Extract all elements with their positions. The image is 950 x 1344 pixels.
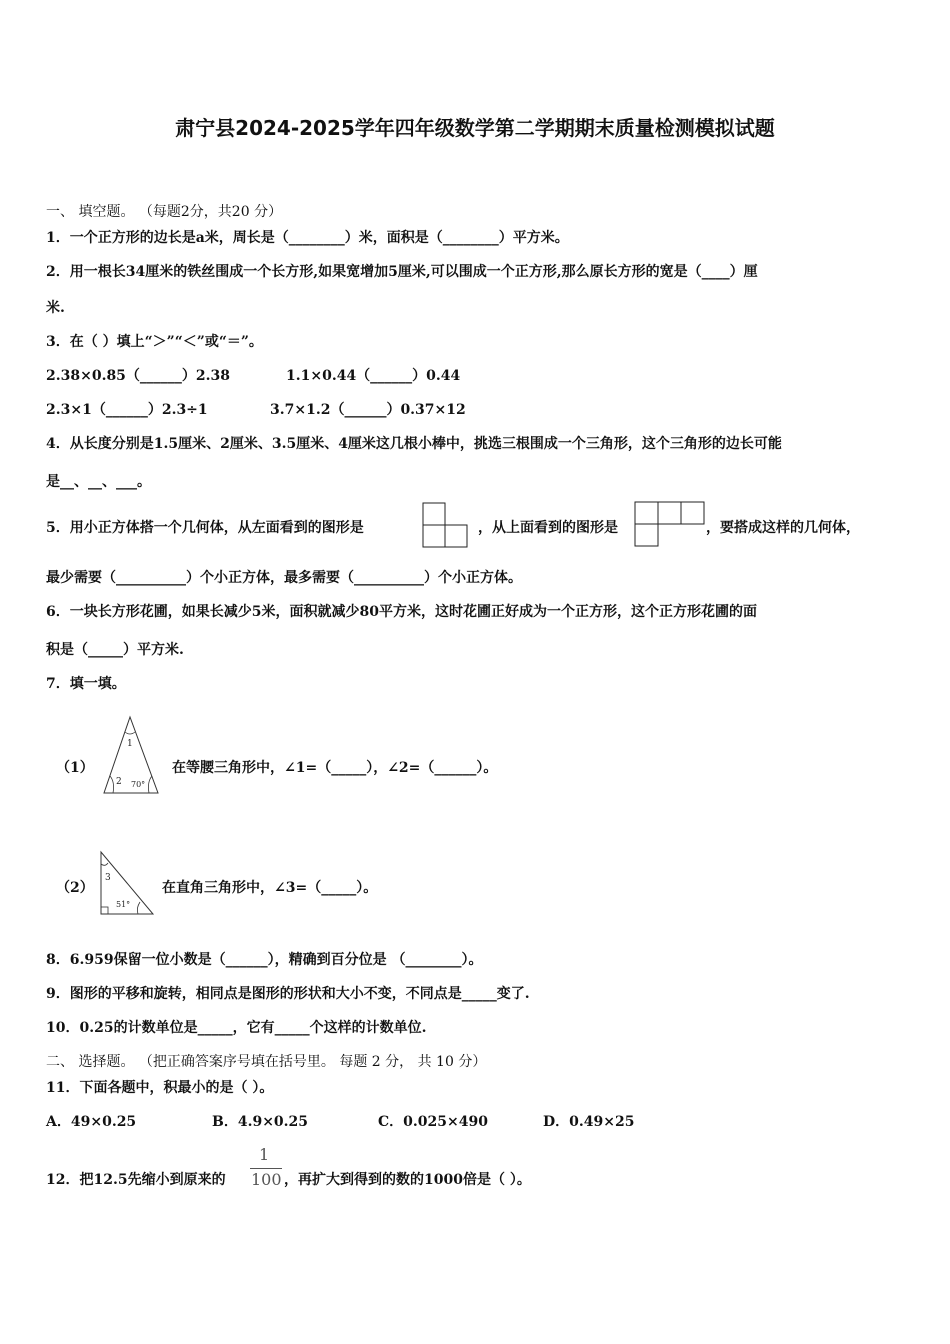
question-3-row-1-b: 1.1×0.44（______）0.44	[286, 368, 461, 384]
top-view-square-2	[658, 502, 681, 524]
left-view-square-top	[423, 503, 445, 525]
angle-2-arc	[110, 776, 114, 793]
question-5-line-2: 最少需要（__________）个小正方体，最多需要（__________）个小正方体。	[46, 570, 522, 586]
question-4-line-1: 4．从长度分别是1.5厘米、2厘米、3.5厘米、4厘米这几根小棒中，挑选三根围成一个三角形，这个三角形的边长可能	[46, 436, 782, 452]
question-5-part-3: ，要搭成这样的几何体，	[706, 520, 860, 536]
angle-1-label: 1	[127, 739, 133, 749]
question-2-line-2: 米.	[46, 300, 65, 316]
question-5-part-1: 5．用小正方体搭一个几何体，从左面看到的图形是	[46, 520, 364, 536]
question-5-part-2: ，从上面看到的图形是	[478, 520, 618, 536]
question-8: 8．6.959保留一位小数是（______），精确到百分位是 （________）。	[46, 952, 483, 968]
question-3-row-2-a: 2.3×1（______）2.3÷1	[46, 402, 208, 418]
question-11: 11．下面各题中，积最小的是（ ）。	[46, 1080, 274, 1096]
fraction-denominator: 100	[251, 1170, 282, 1189]
section-1-heading: 一、 填空题。 （每题2分，共20 分）	[46, 204, 283, 220]
question-6-line-2: 积是（_____）平方米.	[46, 642, 184, 658]
question-7-1-label: （1）	[56, 760, 94, 776]
question-7-2-text: 在直角三角形中，∠3=（_____）。	[162, 880, 378, 896]
left-view-square-bottom-right	[445, 525, 467, 547]
question-3-row-2-b: 3.7×1.2（______）0.37×12	[270, 402, 466, 418]
angle-1-arc	[125, 732, 135, 734]
section-2-heading: 二、 选择题。 （把正确答案序号填在括号里。 每题 2 分， 共 10 分）	[46, 1054, 487, 1070]
top-view-figure	[634, 500, 708, 550]
question-3: 3．在（ ）填上“＞”“＜”或“＝”。	[46, 334, 263, 350]
angle-51-label: 51°	[116, 900, 131, 909]
angle-51-arc	[137, 902, 140, 914]
question-7: 7．填一填。	[46, 676, 126, 692]
question-12-part-1: 12．把12.5先缩小到原来的	[46, 1172, 226, 1188]
angle-70-arc	[148, 776, 152, 793]
right-triangle-figure	[98, 850, 156, 918]
question-11-option-d: D．0.49×25	[543, 1114, 635, 1130]
fraction-numerator: 1	[259, 1145, 270, 1164]
question-6-line-1: 6．一块长方形花圃，如果长减少5米，面积就减少80平方米，这时花圃正好成为一个正方形，这个正方形花圃的面	[46, 604, 757, 620]
question-7-1-text: 在等腰三角形中，∠1=（_____），∠2=（______）。	[172, 760, 498, 776]
top-view-square-1	[635, 502, 658, 524]
top-view-square-3	[681, 502, 704, 524]
question-11-option-b: B．4.9×0.25	[212, 1114, 309, 1130]
fraction-bar	[250, 1168, 282, 1169]
angle-3-label: 3	[105, 873, 111, 883]
question-1: 1．一个正方形的边长是a米，周长是（________）米，面积是（________）平方米。	[46, 230, 569, 246]
top-view-square-4	[635, 524, 658, 546]
isosceles-triangle-figure	[100, 714, 162, 796]
question-9: 9．图形的平移和旋转，相同点是图形的形状和大小不变，不同点是_____变了.	[46, 986, 530, 1002]
angle-70-label: 70°	[131, 780, 146, 789]
left-view-figure	[422, 502, 470, 550]
angle-2-label: 2	[116, 777, 122, 787]
question-2-line-1: 2．用一根长34厘米的铁丝围成一个长方形,如果宽增加5厘米,可以围成一个正方形,那么原长方形的宽是（____）厘	[46, 264, 758, 280]
left-view-square-bottom-left	[423, 525, 445, 547]
right-angle-mark	[101, 907, 108, 914]
question-4-line-2: 是__、__、___。	[46, 474, 151, 490]
question-11-option-c: C．0.025×490	[378, 1114, 488, 1130]
question-10: 10．0.25的计数单位是_____，它有_____个这样的计数单位.	[46, 1020, 427, 1036]
question-12-part-2: ，再扩大到得到的数的1000倍是（ ）。	[284, 1172, 531, 1188]
page-title: 肃宁县2024-2025学年四年级数学第二学期期末质量检测模拟试题	[175, 116, 775, 140]
question-3-row-1-a: 2.38×0.85（______）2.38	[46, 368, 231, 384]
angle-3-arc	[101, 863, 108, 865]
question-11-option-a: A．49×0.25	[46, 1114, 137, 1130]
question-7-2-label: （2）	[56, 880, 94, 896]
